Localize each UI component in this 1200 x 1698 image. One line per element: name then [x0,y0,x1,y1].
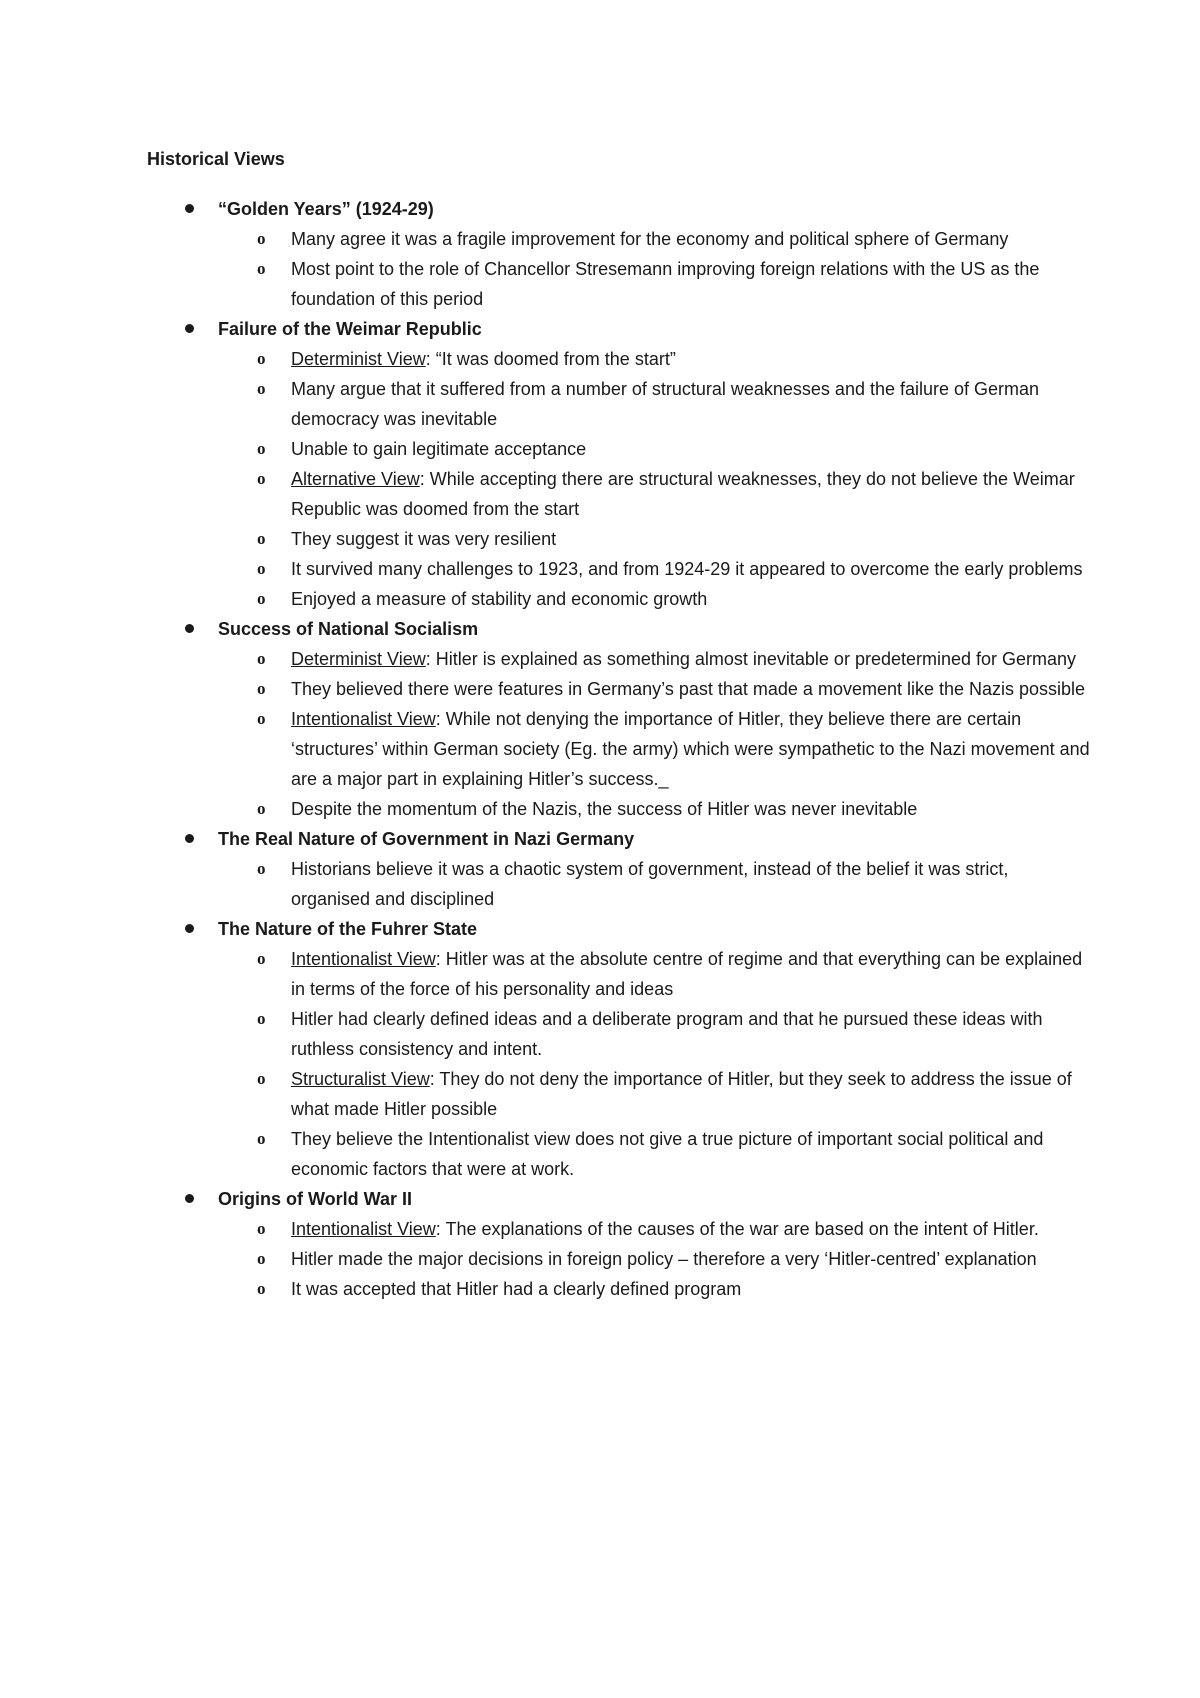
sub-point [185,1124,1091,1184]
sub-point-list [185,224,1085,314]
sub-point [185,1274,1091,1304]
bullet-dot-icon [185,924,194,933]
sub-point [185,224,1091,254]
sub-bullet-icon: o [257,349,266,368]
sub-point [185,464,1091,524]
section-heading-text: The Real Nature of Government in Nazi Germany [218,829,635,849]
bullet-dot-icon [185,1194,194,1203]
section-heading-text: “Golden Years” (1924-29) [218,199,434,219]
section-list [185,194,1090,1304]
sub-point [185,1064,1091,1124]
sub-point [185,1004,1091,1064]
section-heading [185,914,1085,944]
sub-point-text: They believed there were features in Germany’s past that made a movement like the Nazis possible [291,679,1086,699]
sub-point-list [185,1214,1085,1304]
sub-point-text: They suggest it was very resilient [291,529,557,549]
page-title: Historical Views [147,149,285,169]
sub-point [185,434,1091,464]
sub-point [185,644,1091,674]
view-label-separator: : [425,349,436,369]
sub-bullet-icon: o [257,1069,266,1088]
view-label-separator: : [429,1069,440,1089]
bullet-dot-icon [185,324,194,333]
sub-point [185,374,1091,434]
sub-bullet-icon: o [257,1219,266,1238]
sub-bullet-icon: o [257,679,266,698]
sub-point-list [185,644,1090,824]
sub-point [185,794,1091,824]
sub-point [185,524,1091,554]
sub-point [185,254,1091,314]
sub-point-text: The explanations of the causes of the war are based on the intent of Hitler. [445,1219,1039,1239]
view-label: Intentionalist View [291,709,436,729]
section-heading-text: Origins of World War II [218,1189,413,1209]
sub-bullet-icon: o [257,469,266,488]
bullet-dot-icon [185,834,194,843]
view-label-separator: : [435,1219,446,1239]
sub-point-text: Hitler made the major decisions in foreign policy – therefore a very ‘Hitler-centred’ explanation [291,1249,1037,1269]
sub-point [185,704,1091,794]
section-item [185,1184,1085,1304]
sub-point-text: Hitler was at the absolute centre of regime and that everything can be explained in terms of the force of his personality and ideas [291,949,1083,999]
sub-bullet-icon: o [257,379,266,398]
section-item [185,314,1085,614]
section-item [185,824,1085,914]
sub-bullet-icon: o [257,439,266,458]
sub-bullet-icon: o [257,1279,266,1298]
section-heading-text: Success of National Socialism [218,619,479,639]
sub-point [185,584,1091,614]
sub-point-text: They believe the Intentionalist view does not give a true picture of important social political and economic factors that were at work. [291,1129,1044,1179]
sub-bullet-icon: o [257,529,266,548]
bullet-dot-icon [185,624,194,633]
section-item [185,914,1085,1184]
sub-point [185,854,1091,914]
sub-point-text: Most point to the role of Chancellor Stresemann improving foreign relations with the US as the foundation of this period [291,259,1040,309]
sub-bullet-icon: o [257,709,266,728]
sub-point-list [185,944,1085,1184]
sub-point-list [185,344,1085,614]
section-heading [185,1184,1085,1214]
view-label: Intentionalist View [291,1219,436,1239]
sub-point-text: Historians believe it was a chaotic system of government, instead of the belief it was strict, organised and disciplined [291,859,1009,909]
section-heading [185,824,1085,854]
sub-bullet-icon: o [257,589,266,608]
view-label: Alternative View [291,469,420,489]
sub-point [185,554,1091,584]
sub-point [185,674,1091,704]
sub-bullet-icon: o [257,1009,266,1028]
sub-point [185,1214,1091,1244]
sub-point-text: Hitler had clearly defined ideas and a deliberate program and that he pursued these ideas with ruthless consistency and intent. [291,1009,1043,1059]
sub-bullet-icon: o [257,259,266,278]
view-label-separator: : [419,469,430,489]
section-heading-text: Failure of the Weimar Republic [218,319,482,339]
view-label-separator: : [435,949,446,969]
view-label: Intentionalist View [291,949,436,969]
sub-bullet-icon: o [257,649,266,668]
sub-point-text: Many argue that it suffered from a number of structural weaknesses and the failure of German democracy was inevitable [291,379,1040,429]
sub-point [185,944,1091,1004]
sub-point-list [185,854,1085,914]
section-heading [185,614,1085,644]
section-heading-text: The Nature of the Fuhrer State [218,919,478,939]
sub-point-text: Many agree it was a fragile improvement for the economy and political sphere of Germany [291,229,1009,249]
sub-point-text: “It was doomed from the start” [435,349,676,369]
section-heading [185,314,1085,344]
sub-point-text: They do not deny the importance of Hitler, but they seek to address the issue of what made Hitler possible [291,1069,1072,1119]
view-label-separator: : [435,709,446,729]
sub-bullet-icon: o [257,799,266,818]
view-label-separator: : [425,649,436,669]
sub-point-text: Despite the momentum of the Nazis, the success of Hitler was never inevitable [291,799,918,819]
sub-point-text: It survived many challenges to 1923, and from 1924-29 it appeared to overcome the early problems [291,559,1083,579]
sub-bullet-icon: o [257,1249,266,1268]
sub-bullet-icon: o [257,229,266,248]
sub-bullet-icon: o [257,949,266,968]
section-item [185,614,1090,824]
sub-point-text: Hitler is explained as something almost inevitable or predetermined for Germany [435,649,1077,669]
sub-point-text: While not denying the importance of Hitler, they believe there are certain ‘structures’ within German society (Eg. the army) which were sympathetic to the Nazi movement and are a major part in explaining Hitler’s success._ [291,709,1090,789]
section-heading [185,194,1085,224]
sub-point [185,1244,1091,1274]
sub-point-text: Enjoyed a measure of stability and economic growth [291,589,708,609]
sub-bullet-icon: o [257,559,266,578]
view-label: Structuralist View [291,1069,430,1089]
sub-point-text: While accepting there are structural weaknesses, they do not believe the Weimar Republic was doomed from the start [291,469,1075,519]
view-label: Determinist View [291,349,426,369]
view-label: Determinist View [291,649,426,669]
sub-point-text: Unable to gain legitimate acceptance [291,439,587,459]
sub-point [185,344,1091,374]
section-item [185,194,1085,314]
sub-point-text: It was accepted that Hitler had a clearly defined program [291,1279,742,1299]
sub-bullet-icon: o [257,1129,266,1148]
sub-bullet-icon: o [257,859,266,878]
bullet-dot-icon [185,204,194,213]
